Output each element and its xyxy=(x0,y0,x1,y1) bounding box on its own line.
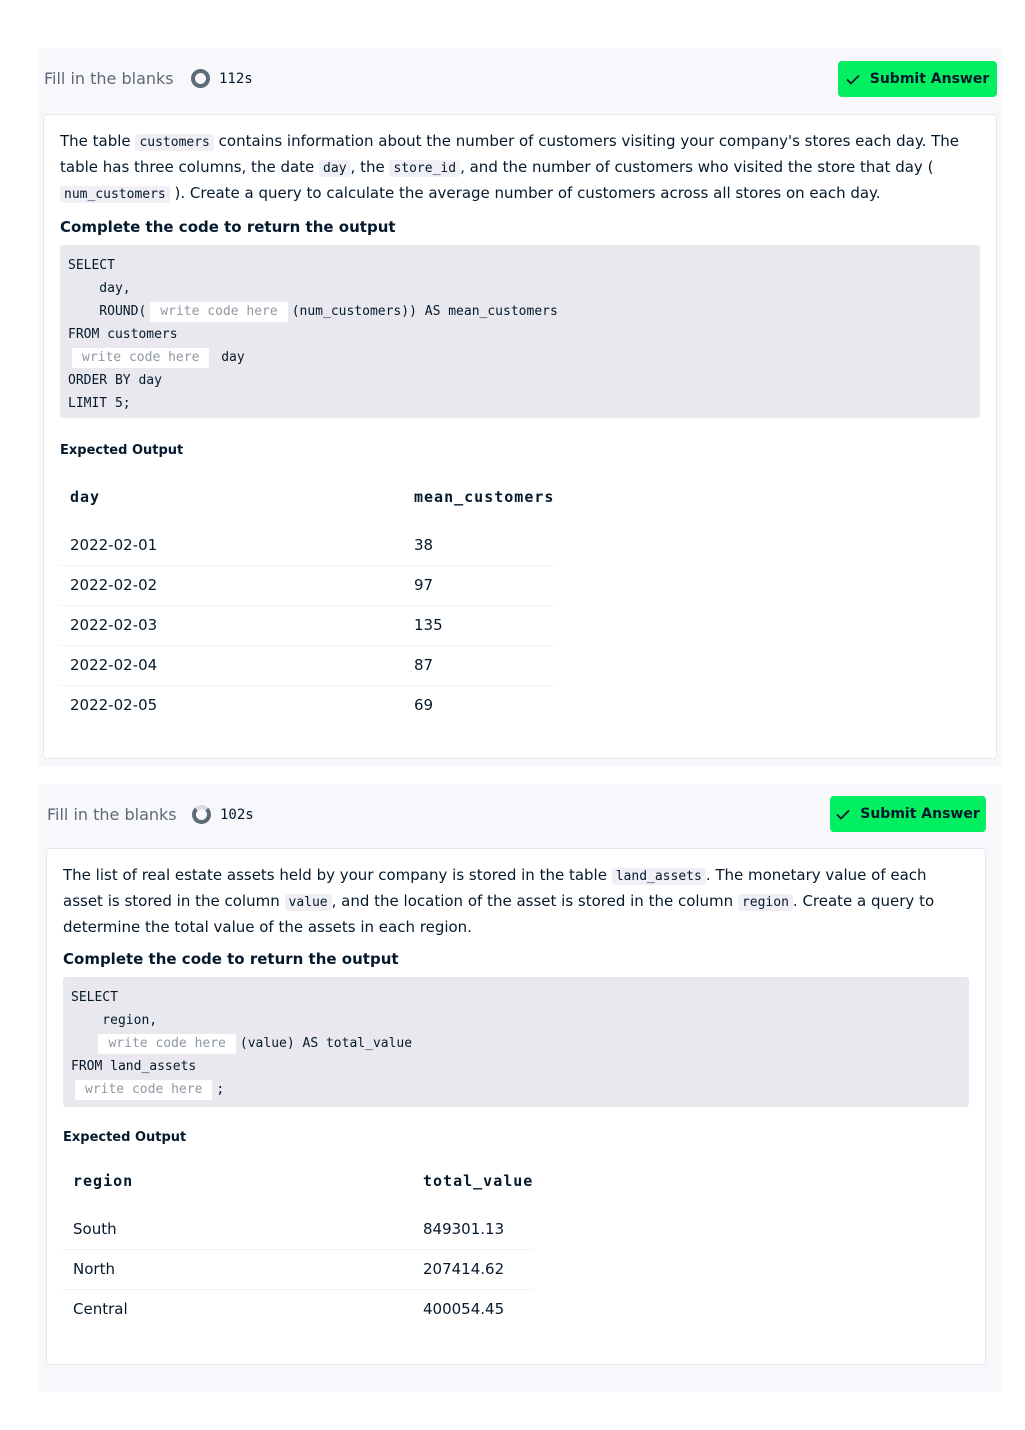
exercise-description xyxy=(63,863,969,939)
code-line xyxy=(68,254,972,277)
table-row xyxy=(60,645,554,685)
inline-code: customers xyxy=(135,134,213,151)
code-line xyxy=(71,1009,961,1032)
check-icon xyxy=(846,74,860,85)
code-line xyxy=(71,986,961,1009)
table-body xyxy=(60,525,554,725)
code-text: day xyxy=(213,350,245,365)
table-cell: 97 xyxy=(404,565,554,605)
code-line xyxy=(71,1032,961,1055)
submit-answer-button[interactable] xyxy=(830,796,986,832)
table-header-row xyxy=(60,469,554,525)
code-line xyxy=(68,369,972,392)
exercise-title: Fill in the blanks xyxy=(44,69,174,88)
expected-output-label: Expected Output xyxy=(63,1130,187,1145)
inline-code: num_customers xyxy=(60,186,170,203)
table-cell: North xyxy=(63,1249,413,1289)
table-cell: 2022-02-04 xyxy=(60,645,404,685)
description-text: , and the number of customers who visited the store that day ( xyxy=(460,158,934,176)
table-cell: 2022-02-02 xyxy=(60,565,404,605)
table-cell: Central xyxy=(73,1300,128,1319)
exercise-2 xyxy=(38,784,1002,1392)
table-cell: South xyxy=(63,1209,413,1249)
code-text: region, xyxy=(71,1013,158,1028)
check-icon xyxy=(836,809,850,820)
exercise-header xyxy=(38,48,1002,110)
inline-code: store_id xyxy=(389,160,460,177)
table-cell: 87 xyxy=(404,645,554,685)
table-row xyxy=(63,1209,533,1249)
inline-code: value xyxy=(285,894,332,911)
submit-answer-label: Submit Answer xyxy=(860,806,980,822)
exercise-card xyxy=(46,848,986,1365)
expected-output-table xyxy=(60,469,554,725)
table-row xyxy=(60,525,554,565)
description-text: contains information about the number of customers visiting your company's stores each day. The table has three columns, the date xyxy=(60,132,960,176)
column-header: mean_customers xyxy=(414,488,555,506)
code-editor xyxy=(60,245,980,418)
table-cell: 2022-02-05 xyxy=(70,696,158,715)
table-head xyxy=(60,469,554,525)
code-blank-input[interactable]: write code here xyxy=(150,302,287,322)
expected-output-table xyxy=(63,1153,533,1329)
code-line xyxy=(68,392,972,415)
inline-code: land_assets xyxy=(612,868,706,885)
submit-answer-label: Submit Answer xyxy=(869,71,990,87)
code-line xyxy=(68,277,972,300)
table-header-row xyxy=(63,1153,533,1209)
table-row xyxy=(60,565,554,605)
code-blank-input[interactable]: write code here xyxy=(98,1034,235,1054)
description-text: , the xyxy=(350,158,390,176)
code-text: FROM customers xyxy=(68,327,178,342)
code-text: ; xyxy=(216,1082,225,1097)
expected-output-label: Expected Output xyxy=(60,443,184,458)
exercise-card xyxy=(43,114,997,759)
code-text: LIMIT 5; xyxy=(68,396,131,411)
column-header: day xyxy=(70,488,101,506)
table-cell: 2022-02-03 xyxy=(60,605,404,645)
timer-icon xyxy=(192,805,211,824)
table-head xyxy=(63,1153,533,1209)
table-cell: 849301.13 xyxy=(413,1209,533,1249)
table-cell: 38 xyxy=(404,525,554,565)
code-blank-input[interactable]: write code here xyxy=(75,1080,212,1100)
exercise-header xyxy=(38,784,1002,846)
table-row xyxy=(63,1289,533,1329)
timer xyxy=(192,805,254,824)
timer-value: 102s xyxy=(220,806,254,823)
table-row xyxy=(63,1249,533,1289)
table-cell: 2022-02-01 xyxy=(60,525,404,565)
submit-answer-button[interactable] xyxy=(838,61,997,97)
timer-icon xyxy=(191,69,210,88)
code-text: FROM land_assets xyxy=(71,1059,197,1074)
code-line xyxy=(68,300,972,323)
code-blank-input[interactable]: write code here xyxy=(72,348,209,368)
description-text: . The monetary value of each asset is stored in the column xyxy=(63,866,927,910)
column-header: total_value xyxy=(423,1172,534,1190)
code-text: SELECT xyxy=(71,990,118,1005)
table-row xyxy=(60,685,554,725)
timer xyxy=(191,69,253,88)
code-editor xyxy=(63,977,969,1107)
inline-code: region xyxy=(738,894,793,911)
code-line xyxy=(68,323,972,346)
code-text: (num_customers)) AS mean_customers xyxy=(291,304,558,319)
exercise-1 xyxy=(38,48,1002,766)
code-text: ROUND( xyxy=(68,304,147,319)
table-row xyxy=(60,605,554,645)
code-text: SELECT xyxy=(68,258,115,273)
description-text: ). Create a query to calculate the average number of customers across all stores on each day. xyxy=(169,184,881,202)
code-instructions-heading: Complete the code to return the output xyxy=(63,950,399,968)
table-cell: 400054.45 xyxy=(423,1300,505,1319)
description-text: , and the location of the asset is stored in the column xyxy=(331,892,738,910)
description-text: . Create a query to determine the total value of the assets in each region. xyxy=(63,892,935,936)
column-header: region xyxy=(73,1172,134,1190)
code-text xyxy=(71,1032,94,1055)
exercise-title: Fill in the blanks xyxy=(47,805,177,824)
description-text: The table xyxy=(60,132,136,150)
code-line xyxy=(71,1055,961,1078)
table-body xyxy=(63,1209,533,1329)
exercise-description xyxy=(60,129,980,207)
code-line xyxy=(71,1078,961,1101)
inline-code: day xyxy=(319,160,350,177)
code-instructions-heading: Complete the code to return the output xyxy=(60,218,396,236)
code-text: (value) AS total_value xyxy=(239,1036,413,1051)
description-text: The list of real estate assets held by your company is stored in the table xyxy=(63,866,612,884)
code-text: ORDER BY day xyxy=(68,373,162,388)
table-cell: 135 xyxy=(404,605,554,645)
timer-value: 112s xyxy=(219,70,253,87)
code-text: day, xyxy=(68,281,131,296)
table-cell: 207414.62 xyxy=(413,1249,533,1289)
table-cell: 69 xyxy=(414,696,434,715)
code-line xyxy=(68,346,972,369)
